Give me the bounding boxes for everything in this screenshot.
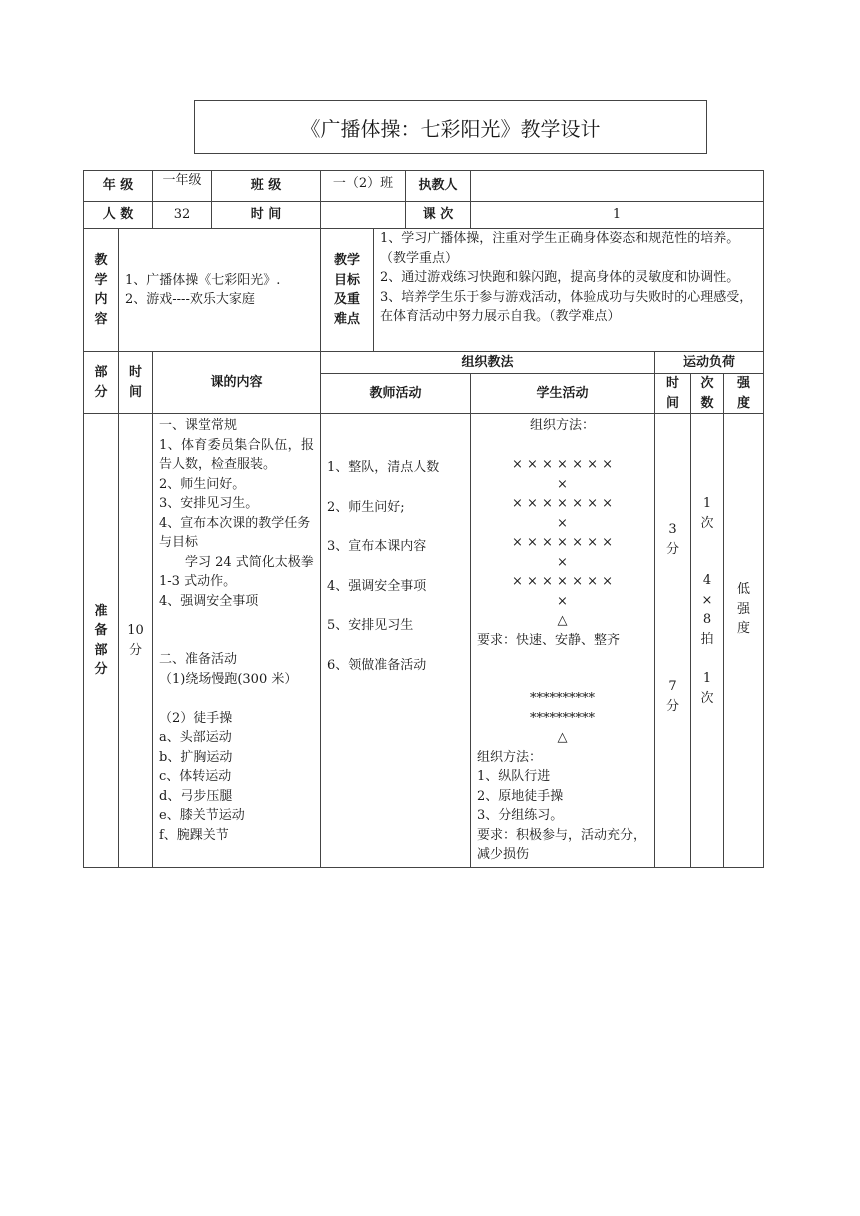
prep-content: 一、课堂常规 1、体育委员集合队伍，报告人数，检查服装。 2、师生问好。 3、安排见习生。 4、宣布本次课的教学任务与目标 学习 24 式简化太极拳 1-3 式动作。 4、强调安全事项 二、准备活动 （1)绕场慢跑(300 米） （2）徒手操 a、头部运动 b、扩胸运动 c、体转运动 d、弓步压腿 e、膝关节运动 f、腕踝关节 <box>153 414 321 868</box>
count-label: 人 数 <box>84 202 153 229</box>
document-title: 《广播体操：七彩阳光》教学设计 <box>194 100 707 154</box>
prep-section-label: 准 备 部 分 <box>84 414 119 868</box>
teacher-triangle: △ <box>557 613 568 628</box>
load-intensity-header: 强 度 <box>724 374 764 414</box>
lesson-label: 课 次 <box>422 207 454 222</box>
info-row-2 <box>84 202 764 229</box>
org-header: 组织教法 <box>321 352 655 374</box>
student-activity-header: 学生活动 <box>471 374 655 414</box>
teacher-activity-header: 教师活动 <box>321 374 471 414</box>
load-count-header: 次 数 <box>691 374 724 414</box>
teacher-label: 执教人 <box>418 178 458 193</box>
lesson-plan-table <box>83 170 764 868</box>
load-time: 3 分 7 分 <box>655 414 691 868</box>
formation-row: × × × × × × × <box>511 457 614 472</box>
load-header: 运动负荷 <box>655 352 764 374</box>
lesson-value: 1 <box>471 202 764 229</box>
prep-time: 10 分 <box>119 414 153 868</box>
prep-row <box>84 414 764 868</box>
load-time-header: 时 间 <box>655 374 691 414</box>
time-value <box>321 202 406 228</box>
time-label: 时 间 <box>250 207 282 222</box>
goals-label: 教学 目标 及重 难点 <box>321 229 374 351</box>
formation-row: × × × × × × × <box>511 496 614 511</box>
count-value: 32 <box>153 202 212 228</box>
formation-row: × × × × × × × <box>511 574 614 589</box>
teacher-value <box>471 171 764 202</box>
section-header: 部 分 <box>84 352 119 414</box>
class-value: 一（2）班 <box>321 171 406 201</box>
content-row <box>84 229 764 352</box>
info-row-1 <box>84 171 764 202</box>
grade-value: 一年级 <box>153 171 212 201</box>
formation-row: × × × × × × × <box>511 535 614 550</box>
header-row-1 <box>84 352 764 374</box>
goals-text: 1、学习广播体操，注重对学生正确身体姿态和规范性的培养。（教学重点） 2、通过游戏练习快跑和躲闪跑，提高身体的灵敏度和协调性。 3、培养学生乐于参与游戏活动，体验成功与失败时的心理感受，在体育活动中努力展示自我。（教学难点） <box>380 231 753 324</box>
content-lines: 1、广播体操《七彩阳光》. 2、游戏----欢乐大家庭 <box>125 272 281 307</box>
class-label: 班 级 <box>250 178 282 193</box>
load-intensity: 低 强 度 <box>724 414 764 868</box>
content-label: 教 学 内 容 <box>84 229 119 352</box>
load-count: 1 次 4 × 8 拍 1 次 <box>691 414 724 868</box>
student-activity: 组织方法： × × × × × × × × × × × × × × × × × × × × × × × × × × × × × × × × △ 要求：快速、安静、整齐 ********** ********** △ 组织方法： 1、纵队行进 2、原地徒手操 3、分组练习。 要求：积极参与，活动充分，减少损伤 <box>471 414 655 868</box>
lesson-content-header: 课的内容 <box>153 352 321 414</box>
teacher-activity: 1、整队，清点人数 2、师生问好; 3、宣布本课内容 4、强调安全事项 5、安排见习生 6、领做准备活动 <box>321 414 471 868</box>
time-header: 时 间 <box>119 352 153 414</box>
grade-label: 年 级 <box>84 171 153 202</box>
